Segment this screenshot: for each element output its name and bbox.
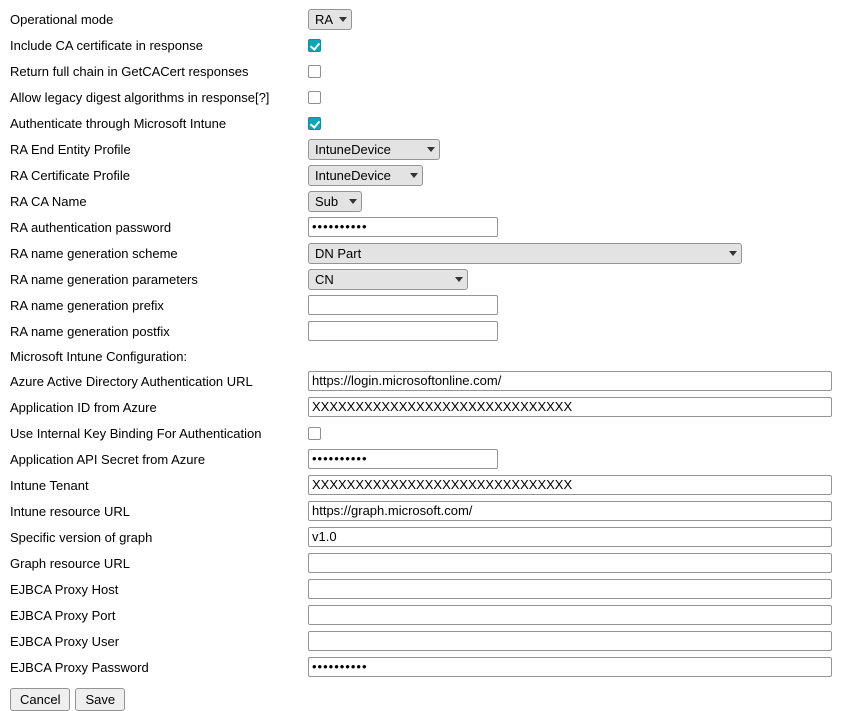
operational-mode-select[interactable] [308, 9, 352, 30]
row-ra-ca-name [0, 188, 845, 214]
row-intune-tenant [0, 472, 845, 498]
intune-resource-url-input[interactable] [308, 501, 832, 521]
label-ra-name-generation-postfix: RA name generation postfix [10, 323, 170, 339]
row-api-secret [0, 446, 845, 472]
api-secret-input[interactable] [308, 449, 498, 469]
label-proxy-host: EJBCA Proxy Host [10, 581, 119, 597]
chevron-down-icon [427, 147, 435, 152]
full-chain-getcacert-checkbox[interactable] [308, 65, 321, 78]
label-ra-certificate-profile: RA Certificate Profile [10, 167, 130, 183]
label-legacy-digest-algorithms: Allow legacy digest algorithms in response[?] [10, 89, 270, 105]
row-authenticate-through-intune [0, 110, 845, 136]
legacy-digest-algorithms-checkbox[interactable] [308, 91, 321, 104]
row-proxy-user [0, 628, 845, 654]
ra-name-generation-scheme-select[interactable] [308, 243, 742, 264]
proxy-user-input[interactable] [308, 631, 832, 651]
ra-name-generation-parameters-value: CN [315, 271, 334, 287]
include-ca-certificate-checkbox[interactable] [308, 39, 321, 52]
graph-version-input[interactable] [308, 527, 832, 547]
row-proxy-port [0, 602, 845, 628]
intune-configuration-heading: Microsoft Intune Configuration: [10, 348, 188, 364]
graph-resource-url-input[interactable] [308, 553, 832, 573]
cancel-button[interactable]: Cancel [10, 688, 70, 711]
proxy-password-input[interactable] [308, 657, 832, 677]
ra-name-generation-parameters-select[interactable] [308, 269, 468, 290]
label-ra-end-entity-profile: RA End Entity Profile [10, 141, 131, 157]
proxy-port-input[interactable] [308, 605, 832, 625]
azure-ad-auth-url-input[interactable] [308, 371, 832, 391]
row-application-id [0, 394, 845, 420]
ra-end-entity-profile-value: IntuneDevice [315, 141, 391, 157]
label-intune-tenant: Intune Tenant [10, 477, 89, 493]
label-graph-resource-url: Graph resource URL [10, 555, 130, 571]
ra-name-generation-scheme-value: DN Part [315, 245, 362, 261]
row-graph-version [0, 524, 845, 550]
ra-ca-name-value: Sub [315, 193, 339, 209]
row-graph-resource-url [0, 550, 845, 576]
row-full-chain-getcacert [0, 58, 845, 84]
label-ra-name-generation-scheme: RA name generation scheme [10, 245, 178, 261]
ra-name-generation-postfix-input[interactable] [308, 321, 498, 341]
row-proxy-password [0, 654, 845, 680]
ra-authentication-password-input[interactable] [308, 217, 498, 237]
row-ra-name-generation-parameters [0, 266, 845, 292]
label-proxy-password: EJBCA Proxy Password [10, 659, 149, 675]
chevron-down-icon [410, 173, 418, 178]
ra-name-generation-prefix-input[interactable] [308, 295, 498, 315]
row-ra-end-entity-profile [0, 136, 845, 162]
label-ra-name-generation-prefix: RA name generation prefix [10, 297, 164, 313]
proxy-host-input[interactable] [308, 579, 832, 599]
row-ra-name-generation-scheme [0, 240, 845, 266]
row-ra-authentication-password [0, 214, 845, 240]
chevron-down-icon [349, 199, 357, 204]
row-include-ca-certificate [0, 32, 845, 58]
ra-certificate-profile-value: IntuneDevice [315, 167, 391, 183]
ra-ca-name-select[interactable] [308, 191, 362, 212]
authenticate-through-intune-checkbox[interactable] [308, 117, 321, 130]
row-operational-mode [0, 6, 845, 32]
label-proxy-user: EJBCA Proxy User [10, 633, 120, 649]
row-internal-key-binding [0, 420, 845, 446]
chevron-down-icon [729, 251, 737, 256]
label-proxy-port: EJBCA Proxy Port [10, 607, 116, 623]
save-button[interactable]: Save [75, 688, 125, 711]
row-azure-ad-auth-url [0, 368, 845, 394]
label-ra-ca-name: RA CA Name [10, 193, 87, 209]
label-ra-name-generation-parameters: RA name generation parameters [10, 271, 198, 287]
application-id-input[interactable] [308, 397, 832, 417]
row-ra-name-generation-prefix [0, 292, 845, 318]
label-api-secret: Application API Secret from Azure [10, 451, 206, 467]
row-intune-resource-url [0, 498, 845, 524]
label-ra-authentication-password: RA authentication password [10, 219, 172, 235]
label-intune-resource-url: Intune resource URL [10, 503, 130, 519]
row-ra-certificate-profile [0, 162, 845, 188]
label-full-chain-getcacert: Return full chain in GetCACert responses [10, 63, 249, 79]
label-azure-ad-auth-url: Azure Active Directory Authentication URL [10, 373, 253, 389]
ra-end-entity-profile-select[interactable] [308, 139, 440, 160]
label-include-ca-certificate: Include CA certificate in response [10, 37, 203, 53]
label-graph-version: Specific version of graph [10, 529, 153, 545]
chevron-down-icon [455, 277, 463, 282]
chevron-down-icon [339, 17, 347, 22]
label-internal-key-binding: Use Internal Key Binding For Authentication [10, 425, 262, 441]
form-actions [0, 680, 845, 711]
operational-mode-value: RA [315, 11, 334, 27]
label-authenticate-through-intune: Authenticate through Microsoft Intune [10, 115, 227, 131]
intune-tenant-input[interactable] [308, 475, 832, 495]
label-application-id: Application ID from Azure [10, 399, 157, 415]
label-operational-mode: Operational mode [10, 11, 114, 27]
internal-key-binding-checkbox[interactable] [308, 427, 321, 440]
row-legacy-digest-algorithms [0, 84, 845, 110]
row-proxy-host [0, 576, 845, 602]
row-ra-name-generation-postfix [0, 318, 845, 344]
ra-certificate-profile-select[interactable] [308, 165, 423, 186]
